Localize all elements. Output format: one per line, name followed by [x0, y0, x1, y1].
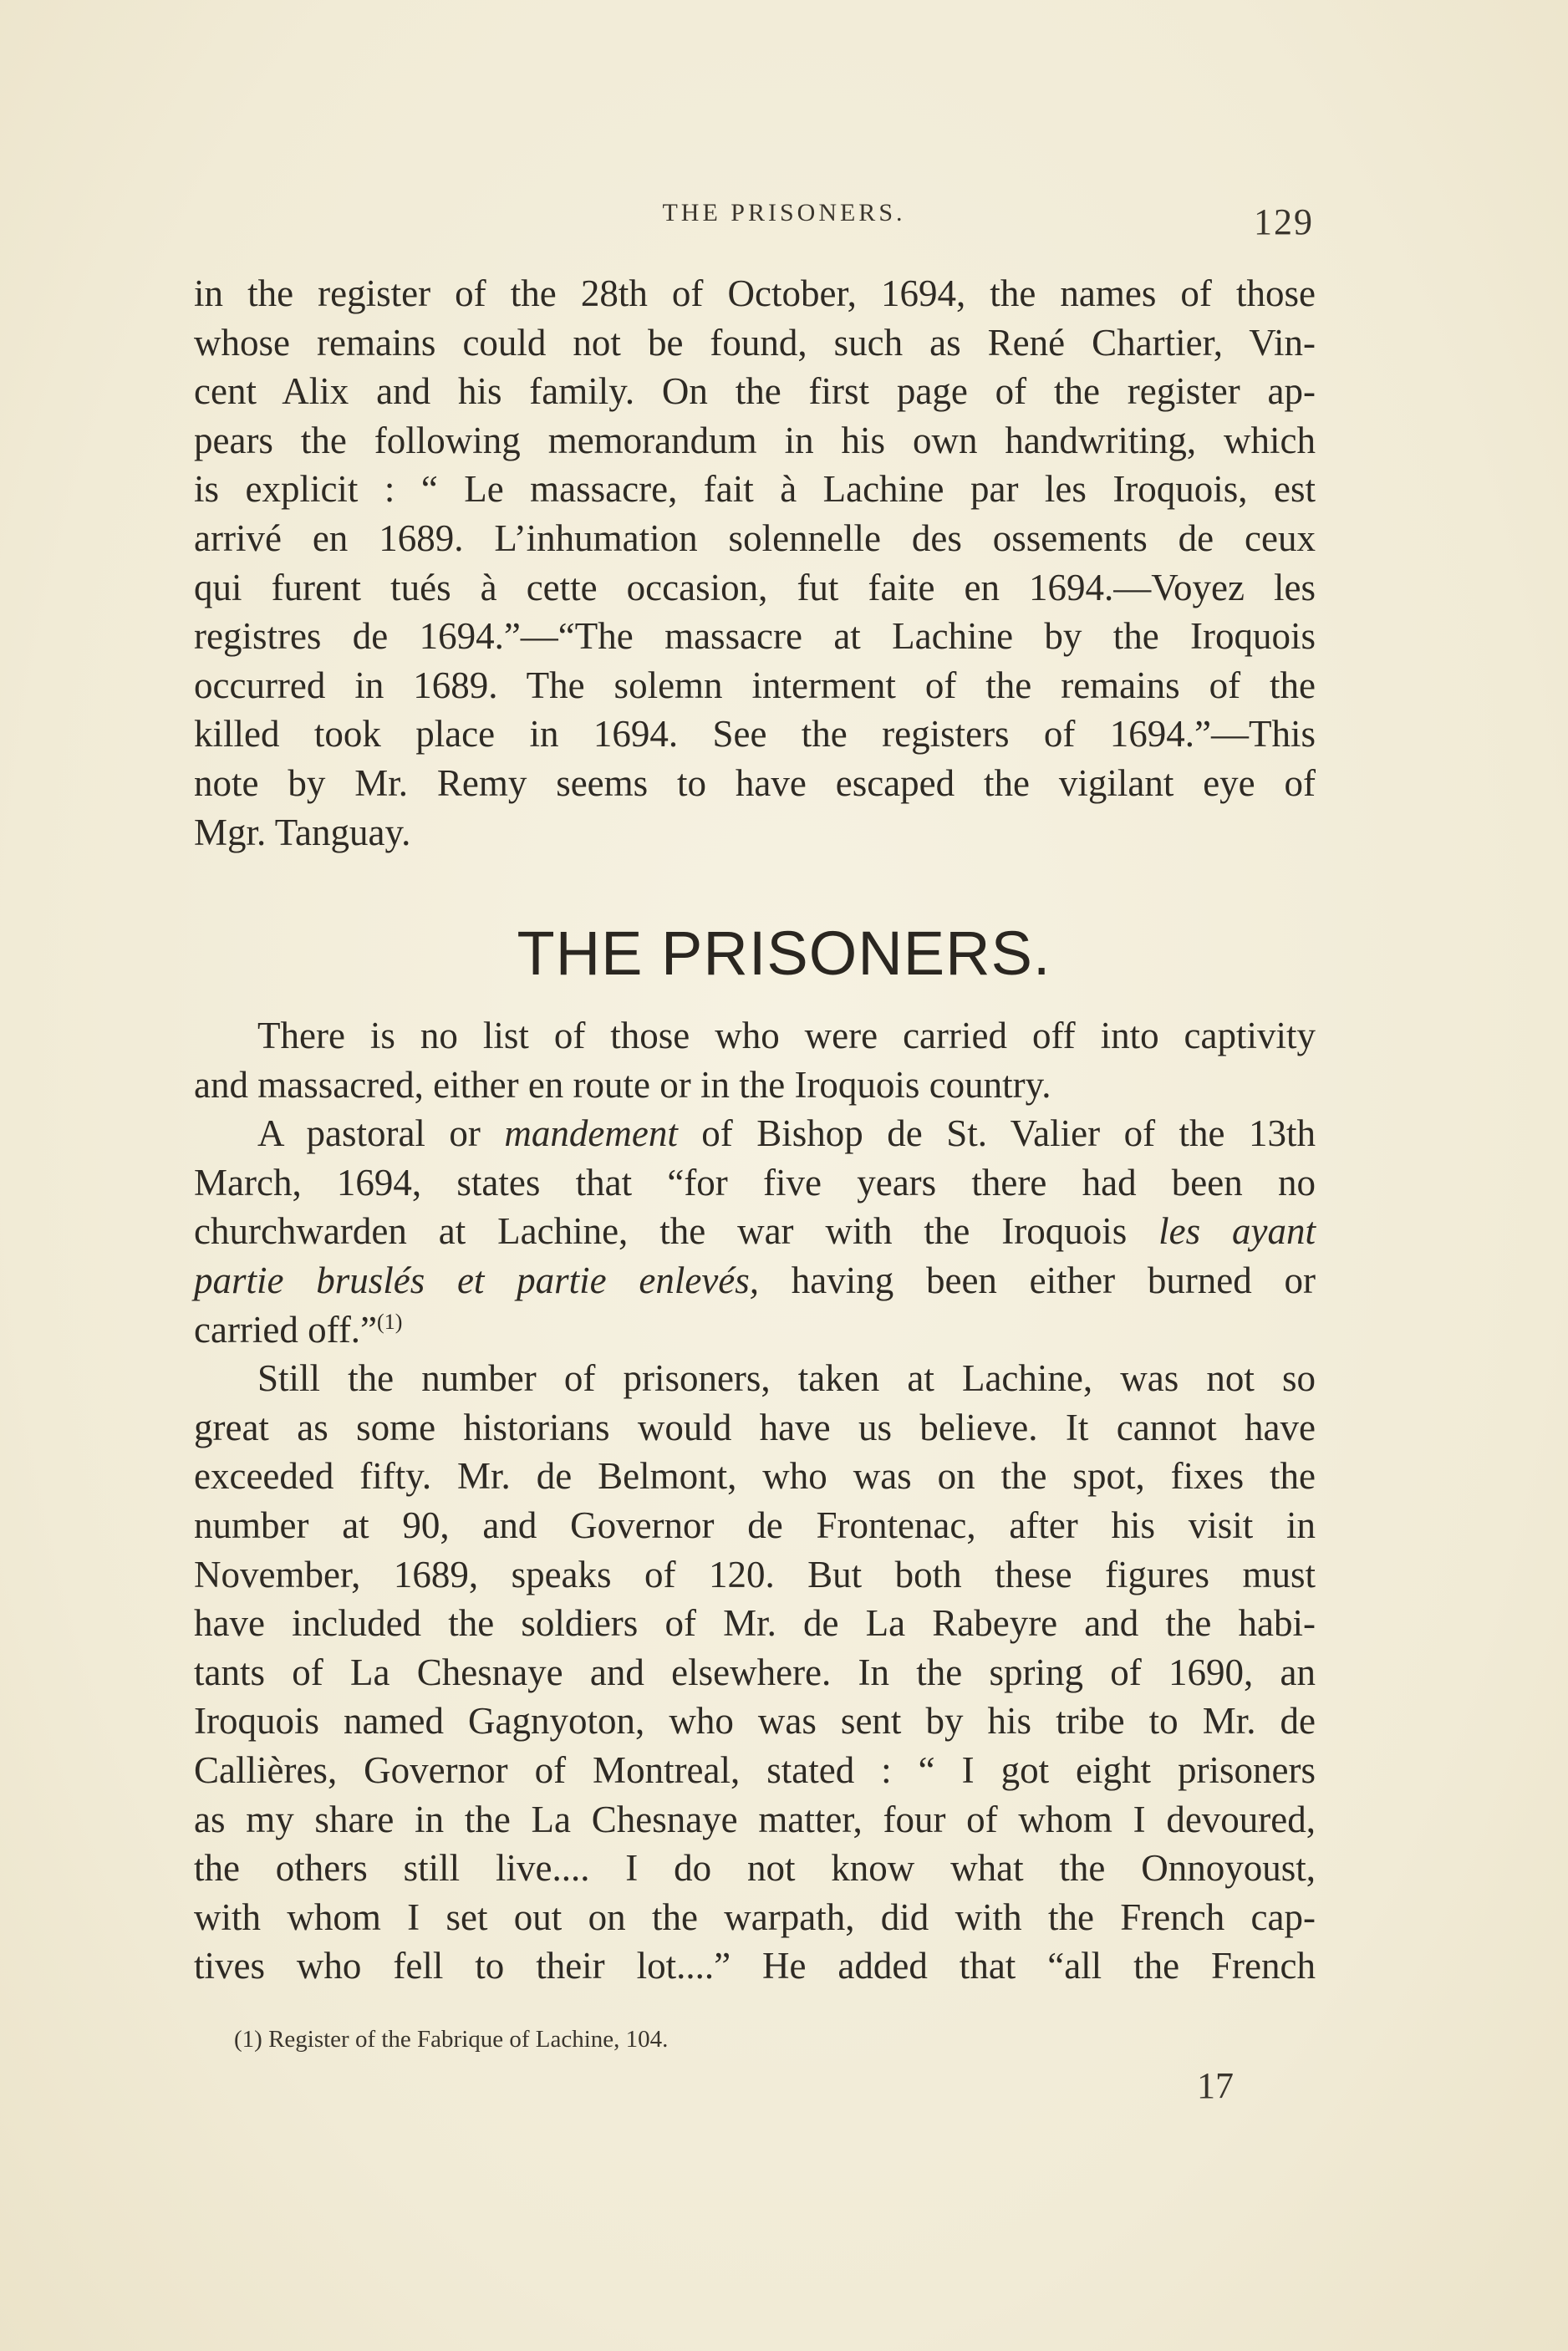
text-line: and massacred, either en route or in the Iroquois country. [194, 1063, 1051, 1106]
text-line [194, 1305, 1316, 1355]
text-line: occurred in 1689. The solemn interment of the remains of the [194, 664, 1316, 706]
italic-term: partie bruslés et partie enlevés, [194, 1259, 760, 1301]
text-line: have included the soldiers of Mr. de La Rabeyre and the habi- [194, 1602, 1316, 1645]
text-line: March, 1694, states that “for five years there had been no [194, 1161, 1316, 1203]
footnote-reference: (1) [377, 1309, 403, 1334]
text-line: There is no list of those who were carried off into captivity [257, 1015, 1316, 1056]
text-line: Callières, Governor of Montreal, stated : “ I got eight prisoners [194, 1748, 1316, 1791]
text-line: Still the number of prisoners, taken at Lachine, was not so [257, 1357, 1316, 1400]
text-line: exceeded fifty. Mr. de Belmont, who was on the spot, fixes the [194, 1455, 1316, 1498]
text-run: churchwarden at Lachine, the war with the Iroquois [194, 1210, 1159, 1253]
page-number: 129 [1254, 201, 1314, 242]
text-line: the others still live.... I do not know what the Onnoyoust, [194, 1847, 1316, 1890]
text-line: is explicit : “ Le massacre, fait à Lachine par les Iroquois, est [194, 468, 1316, 511]
italic-term: mandement [504, 1112, 678, 1155]
text-line: with whom I set out on the warpath, did with the French cap- [194, 1896, 1316, 1938]
text-line: arrivé en 1689. L’inhumation solennelle des ossements de ceux [194, 517, 1316, 559]
text-line: killed took place in 1694. See the registers of 1694.”—This [194, 713, 1316, 756]
text-line: pears the following memorandum in his own handwriting, which [194, 419, 1316, 461]
text-line: qui furent tués à cette occasion, fut faite en 1694.—Voyez les [194, 566, 1316, 608]
text-line: registres de 1694.”—“The massacre at Lachine by the Iroquois [194, 615, 1316, 658]
text-line: number at 90, and Governor de Frontenac, after his visit in [194, 1504, 1316, 1546]
text-run: carried off.” [194, 1308, 378, 1351]
text-run: having been either burned or [759, 1259, 1316, 1301]
text-line: great as some historians would have us believe. It cannot have [194, 1406, 1316, 1448]
text-line: cent Alix and his family. On the first page of the register ap- [194, 370, 1316, 413]
text-line: in the register of the 28th of October, 1694, the names of those [194, 272, 1316, 314]
text-line: tives who fell to their lot....” He added that “all the French [194, 1945, 1316, 1987]
text-line: November, 1689, speaks of 120. But both these figures must [194, 1553, 1316, 1595]
text-line: as my share in the La Chesnaye matter, four of whom I devoured, [194, 1798, 1316, 1840]
text-line [194, 1109, 1316, 1158]
text-line: note by Mr. Remy seems to have escaped the vigilant eye of [194, 761, 1316, 804]
text-run: of Bishop de St. Valier of the 13th [677, 1112, 1316, 1155]
text-run: A pastoral or [257, 1112, 505, 1155]
text-line: tants of La Chesnaye and elsewhere. In the spring of 1690, an [194, 1651, 1316, 1693]
text-line [194, 1207, 1316, 1256]
signature-mark: 17 [1197, 2065, 1234, 2106]
top-paragraph [194, 269, 1316, 857]
text-line: whose remains could not be found, such as René Chartier, Vin- [194, 321, 1316, 364]
section-body [194, 1011, 1316, 1991]
running-title: THE PRISONERS. [662, 199, 906, 226]
footnote: (1) Register of the Fabrique of Lachine, 104. [234, 2026, 669, 2053]
text-line: Iroquois named Gagnyoton, who was sent by his tribe to Mr. de [194, 1700, 1316, 1743]
section-heading: THE PRISONERS. [517, 919, 1051, 988]
text-line: Mgr. Tanguay. [194, 811, 411, 853]
italic-term: les ayant [1158, 1210, 1316, 1253]
text-line [194, 1256, 1316, 1305]
